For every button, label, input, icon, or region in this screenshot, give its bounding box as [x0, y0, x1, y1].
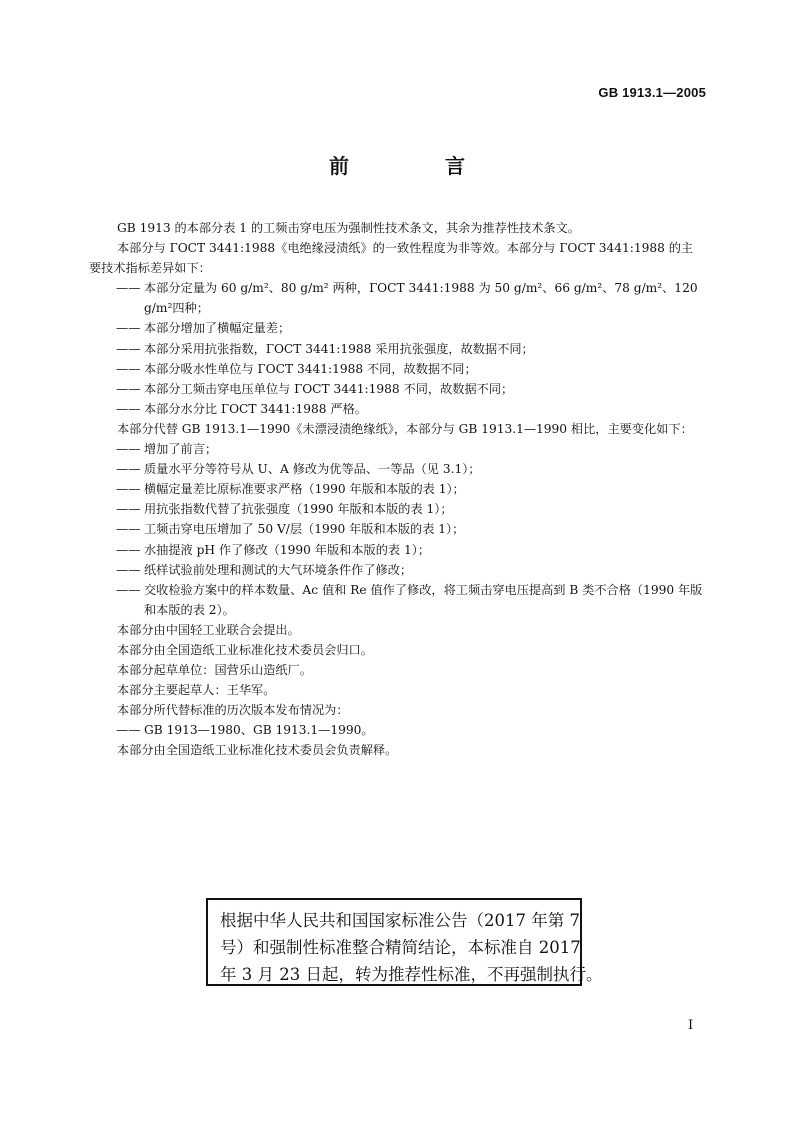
paragraph [89, 680, 705, 700]
foreword-body [89, 218, 705, 761]
notice-line: 年 3 月 23 日起，转为推荐性标准，不再强制执行。 [220, 965, 603, 984]
paragraph [89, 419, 705, 439]
dash-marker: —— [116, 482, 141, 497]
dash-marker: —— [116, 442, 141, 457]
paragraph [89, 660, 705, 680]
text: 本部分由全国造纸工业标准化技术委员会归口。 [117, 642, 373, 657]
dash-marker: —— [116, 361, 141, 376]
dash-marker: —— [116, 381, 141, 396]
text: 质量水平分等符号从 U、A 修改为优等品、一等品（见 3.1）； [144, 462, 481, 477]
list-item [89, 720, 705, 740]
list-item [89, 278, 705, 318]
standard-code: GB 1913.1—2005 [598, 85, 706, 100]
list-item [89, 379, 705, 399]
list-item [89, 459, 705, 479]
list-item [89, 318, 705, 338]
text: GB 1913 的本部分表 1 的工频击穿电压为强制性技术条文，其余为推荐性技术条文。 [117, 221, 580, 235]
list-item [89, 439, 705, 459]
text: 横幅定量差比原标准要求严格（1990 年版和本版的表 1）； [144, 482, 465, 497]
text: GB 1913—1980、GB 1913.1—1990。 [144, 723, 374, 738]
text: 本部分所代替标准的历次版本发布情况为： [117, 703, 349, 718]
text: 工频击穿电压增加了 50 V/层（1990 年版和本版的表 1）； [144, 522, 465, 537]
text: 本部分增加了横幅定量差； [144, 321, 291, 336]
dash-marker: —— [116, 281, 141, 296]
page-number: I [688, 1018, 694, 1033]
list-item [89, 399, 705, 419]
notice-line: 根据中华人民共和国国家标准公告（2017 年第 7 [220, 911, 580, 930]
notice-box [206, 898, 603, 986]
paragraph [89, 218, 705, 238]
text: 交收检验方案中的样本数量、Ac 值和 Re 值作了修改，将工频击穿电压提高到 B 类不合格（1990 年版和本版的表 2）。 [144, 582, 703, 617]
text: 本部分定量为 60 g/m²、80 g/m² 两种，ГOCT 3441:1988 为 50 g/m²、66 g/m²、78 g/m²、120 g/m²四种； [144, 281, 698, 316]
paragraph [89, 640, 705, 660]
text: 纸样试验前处理和测试的大气环境条件作了修改； [144, 562, 413, 577]
list-item [89, 519, 705, 539]
text: 本部分代替 GB 1913.1—1990《未漂浸渍绝缘纸》，本部分与 GB 1913.1—1990 相比，主要变化如下： [117, 421, 693, 436]
text: 本部分主要起草人：王华军。 [117, 683, 276, 698]
text: 本部分由中国轻工业联合会提出。 [117, 622, 300, 637]
list-item [89, 540, 705, 560]
list-item [89, 499, 705, 519]
dash-marker: —— [116, 522, 141, 537]
text: 本部分与 ГOCT 3441:1988《电绝缘浸渍纸》的一致性程度为非等效。本部分与 ГOCT 3441:1988 的主要技术指标差异如下： [89, 241, 694, 276]
paragraph [89, 700, 705, 720]
text: 本部分吸水性单位与 ГOCT 3441:1988 不同，故数据不同； [144, 361, 477, 376]
dash-marker: —— [116, 562, 141, 577]
list-item [89, 479, 705, 499]
text: 用抗张指数代替了抗张强度（1990 年版和本版的表 1）； [144, 502, 453, 517]
paragraph [89, 740, 705, 760]
dash-marker: —— [116, 723, 141, 738]
dash-marker: —— [116, 502, 141, 517]
text: 本部分采用抗张指数，ГOCT 3441:1988 采用抗张强度，故数据不同； [144, 341, 534, 356]
text: 本部分起草单位：国营乐山造纸厂。 [117, 663, 312, 678]
text: 本部分工频击穿电压单位与 ГOCT 3441:1988 不同，故数据不同； [144, 381, 514, 396]
paragraph [89, 238, 705, 278]
list-item [89, 580, 705, 620]
list-item [89, 339, 705, 359]
dash-marker: —— [116, 542, 141, 557]
text: 本部分水分比 ГOCT 3441:1988 严格。 [144, 401, 367, 416]
text: 本部分由全国造纸工业标准化技术委员会负责解释。 [117, 743, 398, 758]
list-item [89, 359, 705, 379]
page-title: 前 言 [329, 154, 503, 178]
dash-marker: —— [116, 401, 141, 416]
dash-marker: —— [116, 321, 141, 336]
dash-marker: —— [116, 582, 141, 597]
notice-line: 号）和强制性标准整合精简结论，本标准自 2017 [220, 938, 581, 957]
text: 增加了前言； [144, 442, 218, 457]
text: 水抽提液 pH 作了修改（1990 年版和本版的表 1）； [144, 542, 430, 557]
list-item [89, 560, 705, 580]
dash-marker: —— [116, 462, 141, 477]
dash-marker: —— [116, 341, 141, 356]
paragraph [89, 620, 705, 640]
